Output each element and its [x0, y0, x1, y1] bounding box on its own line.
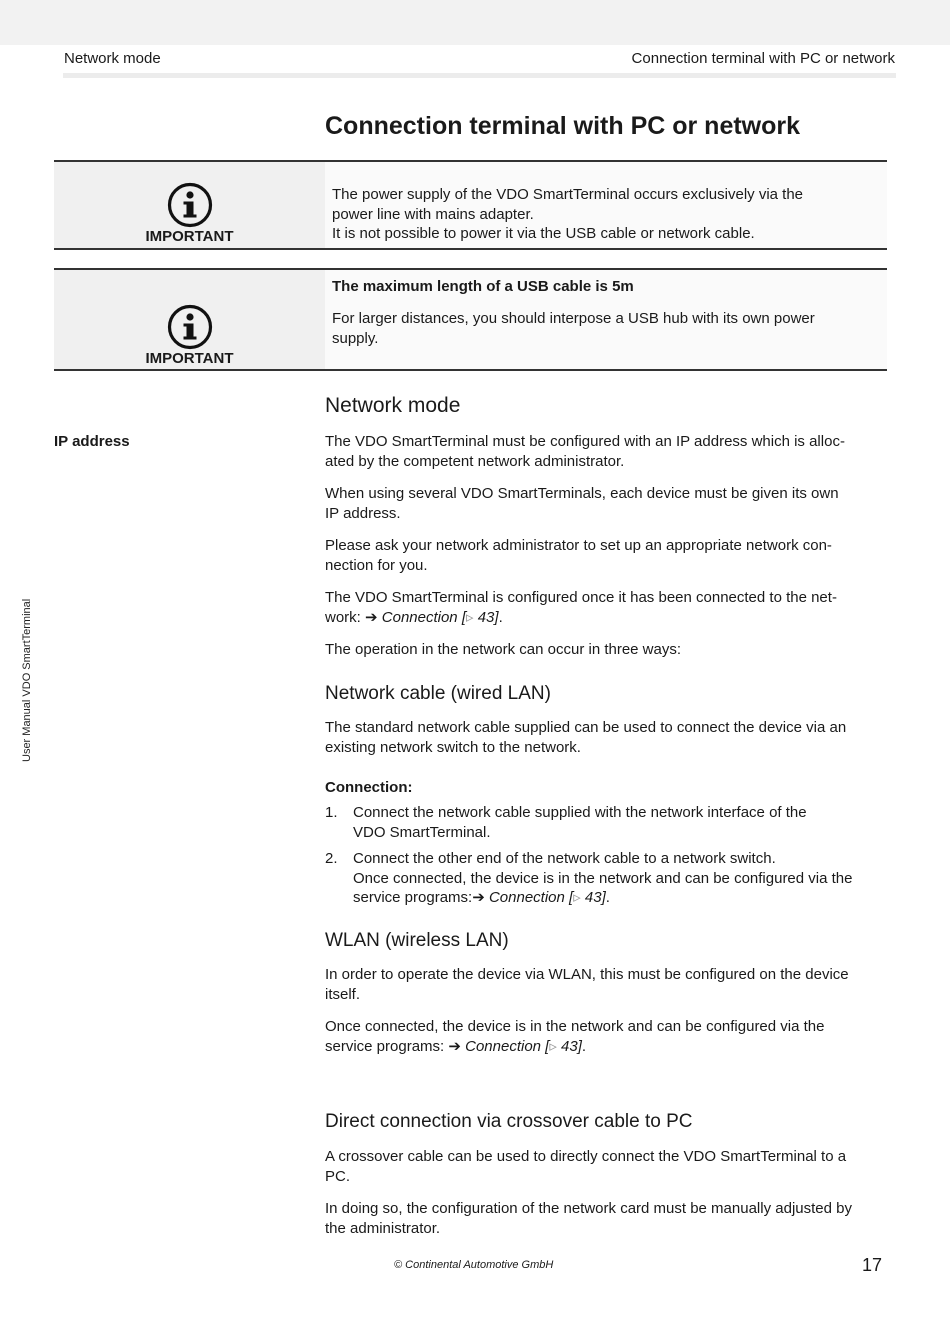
paragraph — [325, 484, 887, 523]
page-number: 17 — [862, 1255, 883, 1275]
important-notice-power — [54, 160, 887, 250]
paragraph — [325, 718, 887, 757]
step-number: 1. — [325, 804, 338, 821]
reference-text: Connection [ — [488, 889, 574, 906]
text-span: . — [581, 1037, 587, 1055]
paragraph: The operation in the network can occur in three ways: — [325, 641, 682, 658]
section-heading-network-mode: Network mode — [325, 394, 461, 417]
text-span: service programs: — [353, 889, 473, 906]
step-text — [353, 803, 887, 842]
text-line: IP address. — [325, 504, 401, 522]
notice-line: For larger distances, you should interpose a USB hub with its own power — [332, 310, 815, 327]
connection-label: Connection: — [325, 779, 413, 796]
paragraph — [325, 1199, 887, 1238]
margin-label-ip-address: IP address — [54, 433, 130, 450]
text-line: existing network switch to the network. — [325, 738, 581, 756]
reference-page: 43] — [580, 889, 606, 906]
text-line — [325, 608, 887, 628]
text-line: Once connected, the device is in the network and can be configured via the — [353, 869, 853, 887]
connection-reference-link[interactable] — [382, 609, 499, 626]
running-header-right: Connection terminal with PC or network — [631, 50, 895, 67]
paragraph — [325, 536, 887, 575]
text-line: A crossover cable can be used to directly connect the VDO SmartTerminal to a — [325, 1148, 847, 1165]
arrow-right-icon: ➔ — [472, 889, 485, 906]
text-line: Connect the other end of the network cable to a network switch. — [353, 850, 776, 867]
notice-line: supply. — [332, 329, 379, 347]
page-marker-icon: ▹ — [549, 1037, 557, 1055]
notice-line: power line with mains adapter. — [332, 205, 534, 223]
text-line: itself. — [325, 985, 361, 1003]
reference-page: 43] — [473, 608, 499, 626]
connection-reference-link[interactable] — [489, 889, 606, 906]
paragraph — [325, 588, 887, 627]
section-heading-wlan: WLAN (wireless LAN) — [325, 930, 509, 951]
text-line: VDO SmartTerminal. — [353, 823, 491, 841]
arrow-right-icon: ➔ — [365, 608, 378, 626]
paragraph — [325, 432, 887, 471]
notice-text — [332, 185, 872, 244]
text-line — [325, 1037, 887, 1057]
text-line: ated by the competent network administrator. — [325, 452, 625, 470]
text-line: In doing so, the configuration of the network card must be manually adjusted by — [325, 1200, 852, 1217]
info-icon — [167, 182, 213, 228]
text-line — [353, 888, 887, 908]
page-marker-icon: ▹ — [466, 608, 474, 626]
text-line: the administrator. — [325, 1219, 441, 1237]
important-notice-usb — [54, 268, 887, 371]
text-line: nection for you. — [325, 556, 428, 574]
text-span: . — [498, 608, 503, 626]
reference-page: 43] — [556, 1037, 582, 1055]
text-line: Please ask your network administrator to set up an appropriate network con- — [325, 537, 832, 554]
footer-copyright: © Continental Automotive GmbH — [394, 1259, 554, 1271]
connection-reference-link[interactable] — [465, 1038, 582, 1055]
notice-line: It is not possible to power it via the USB cable or network cable. — [332, 225, 755, 242]
text-line: Connect the network cable supplied with the network interface of the — [353, 804, 807, 821]
arrow-right-icon: ➔ — [448, 1037, 461, 1055]
notice-line: The power supply of the VDO SmartTerminal occurs exclusively via the — [332, 186, 804, 203]
text-line: PC. — [325, 1167, 351, 1185]
text-line: The VDO SmartTerminal must be configured with an IP address which is alloc- — [325, 433, 845, 450]
reference-text: Connection [ — [465, 1037, 550, 1055]
step-number: 2. — [325, 850, 338, 867]
info-icon — [167, 304, 213, 350]
running-header-left: Network mode — [64, 50, 161, 67]
text-line: When using several VDO SmartTerminals, each device must be given its own — [325, 485, 839, 502]
text-span: service programs: — [325, 1037, 449, 1055]
notice-text — [332, 309, 872, 348]
text-span: work: — [325, 608, 366, 626]
paragraph — [325, 1017, 887, 1056]
important-label: IMPORTANT — [145, 350, 234, 367]
page-marker-icon: ▹ — [573, 889, 581, 906]
page-title: Connection terminal with PC or network — [325, 112, 801, 140]
top-band — [0, 0, 950, 45]
text-line: The VDO SmartTerminal is configured once it has been connected to the net- — [325, 589, 837, 606]
paragraph — [325, 965, 887, 1004]
step-text — [353, 849, 887, 908]
side-label: User Manual VDO SmartTerminal — [21, 598, 33, 762]
text-line: In order to operate the device via WLAN, this must be configured on the device — [325, 966, 849, 983]
important-label: IMPORTANT — [145, 228, 234, 245]
section-heading-direct-connection: Direct connection via crossover cable to PC — [325, 1111, 693, 1132]
reference-text: Connection [ — [381, 608, 466, 626]
section-heading-wired-lan: Network cable (wired LAN) — [325, 683, 551, 704]
text-span: . — [605, 889, 610, 906]
paragraph — [325, 1147, 887, 1186]
notice-heading: The maximum length of a USB cable is 5m — [332, 278, 634, 295]
text-line: Once connected, the device is in the network and can be configured via the — [325, 1018, 825, 1035]
header-rule — [63, 73, 896, 78]
text-line: The standard network cable supplied can be used to connect the device via an — [325, 719, 847, 736]
